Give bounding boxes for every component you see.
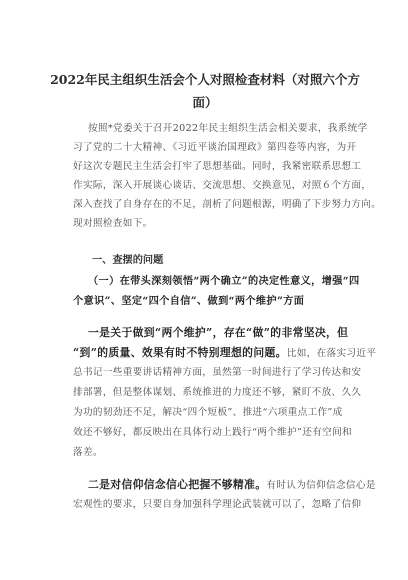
point1-bold-line2: “到”的质量、效果有时不特别理想的问题。: [73, 346, 287, 359]
intro-line: 现对照检查如下。: [73, 218, 153, 229]
point1-bold-line1: 一是关于做到“两个维护”，存在“做”的非常坚决，但: [88, 326, 349, 339]
intro-line: 好这次专题民主生活会打牢了思想基础。同时，我紧密联系思想工: [73, 161, 362, 172]
point2-body-line: 宏观性的要求，只要自身加强科学理论武装就可以了，忽略了信仰: [73, 499, 362, 510]
point2-line1: [88, 478, 378, 493]
intro-line: 作实际，深入开展谈心谈话、交流思想、交换意见，对照６个方面，: [73, 180, 372, 191]
intro-line: 习了党的二十大精神、《习近平谈治国理政》第四卷等内容，为开: [73, 142, 357, 153]
document-title-line2: 面）: [192, 95, 218, 110]
intro-line: 深入查找了自身存在的不足，剖析了问题根源，明确了下步努力方向。: [73, 199, 382, 210]
point1-body-line: 为功的韧劲还不足，解决“四个短板”、推进“六项重点工作”成: [73, 407, 343, 418]
point1-line2: [73, 346, 377, 361]
subheading-line2: 个意识”、坚定“四个自信”、做到“两个维护”方面: [73, 295, 305, 307]
document-title-line1: 2022年民主组织生活会个人对照检查材料（对照六个方: [50, 72, 360, 87]
point2-bold: 二是对信仰信念信心把握不够精准。: [88, 478, 267, 491]
point1-body-line: 落差。: [73, 447, 103, 458]
intro-line: 按照*党委关于召开2022年民主组织生活会相关要求，我系统学: [88, 123, 368, 134]
point1-text-line2: 比如，在落实习近平: [286, 348, 377, 359]
point1-body-line: 排部署，但是整体谋划、系统推进的力度还不够，紧盯不放、久久: [73, 387, 362, 398]
point2-text: 有时认为信仰信念信心是: [266, 480, 376, 491]
point1-body-line: 总书记一些重要讲话精神方面，虽然第一时间进行了学习传达和安: [73, 367, 362, 378]
subheading-line1: （一）在带头深刻领悟“两个确立”的决定性意义，增强“四: [88, 275, 360, 287]
point1-body-line: 效还不够好，都反映出在具体行动上践行“两个维护”还有空间和: [73, 427, 352, 438]
section-heading: 一、查摆的问题: [92, 254, 164, 266]
